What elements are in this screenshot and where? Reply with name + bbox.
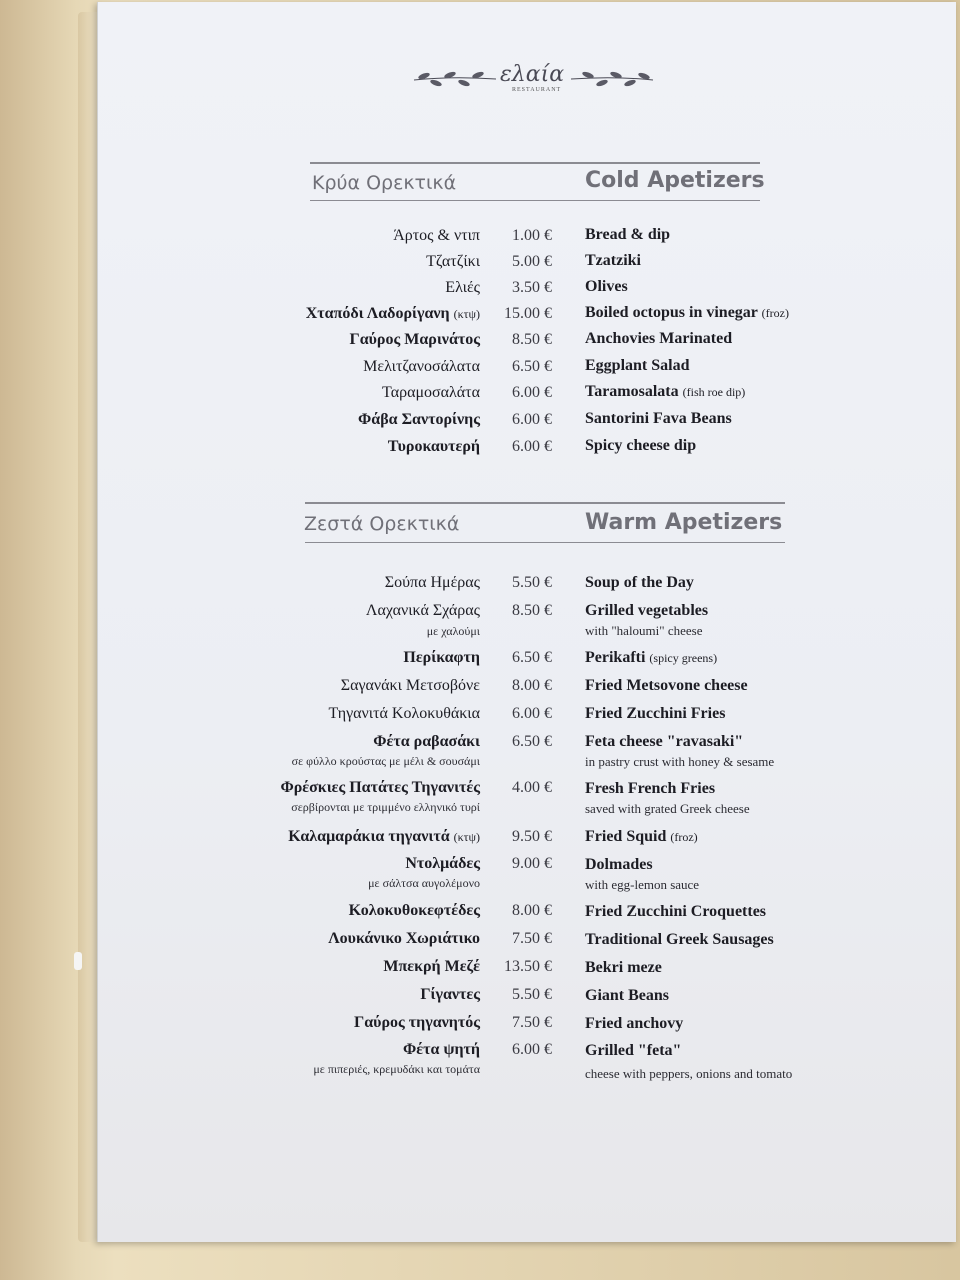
english-note: (froz) — [761, 306, 789, 320]
warm-item-price: 5.50 € — [512, 574, 552, 591]
olive-branch-right-icon — [570, 68, 655, 88]
warm-item-english-desc: cheese with peppers, onions and tomato — [585, 1066, 793, 1081]
warm-item-greek: Σούπα Ημέρας — [384, 574, 480, 591]
logo-wordmark: ελαία — [500, 62, 565, 87]
cold-header-top-rule — [310, 162, 760, 164]
warm-item-greek: Ντολμάδες — [405, 855, 480, 872]
cold-item-english: Boiled octopus in vinegar (froz) — [585, 304, 789, 321]
warm-item-greek: Φέτα ψητή — [403, 1041, 480, 1058]
warm-item-greek-desc: με χαλούμι — [426, 624, 480, 638]
cold-item-english: Eggplant Salad — [585, 357, 690, 374]
english-note: (froz) — [670, 830, 698, 844]
cold-item-english: Santorini Fava Beans — [585, 410, 732, 427]
warm-item-price: 6.00 € — [512, 705, 552, 722]
warm-item-greek: Καλαμαράκια τηγανιτά (κτψ) — [288, 828, 480, 845]
warm-item-price: 7.50 € — [512, 1014, 552, 1031]
cold-item-english: Bread & dip — [585, 226, 671, 243]
cold-item-price: 6.00 € — [512, 411, 552, 428]
warm-item-greek: Περίκαφτη — [403, 649, 480, 666]
cold-item-greek: Άρτος & ντιπ — [393, 227, 480, 244]
warm-item-price: 7.50 € — [512, 930, 552, 947]
cold-item-price: 1.00 € — [512, 227, 552, 244]
warm-item-price: 13.50 € — [504, 958, 552, 975]
warm-item-price: 6.50 € — [512, 733, 552, 750]
warm-item-english: Bekri meze — [585, 959, 662, 976]
warm-item-english-desc: with egg-lemon sauce — [585, 877, 700, 892]
cold-item-greek: Τυροκαυτερή — [387, 438, 480, 455]
warm-item-greek-desc: με σάλτσα αυγολέμονο — [368, 876, 480, 890]
warm-item-greek: Τηγανιτά Κολοκυθάκια — [328, 705, 480, 722]
warm-item-english: Fried Metsovone cheese — [585, 677, 748, 694]
warm-item-price: 8.00 € — [512, 677, 552, 694]
warm-item-greek: Μπεκρή Μεζέ — [383, 958, 480, 975]
warm-item-price: 6.00 € — [512, 1041, 552, 1058]
cold-item-price: 6.00 € — [512, 438, 552, 455]
warm-item-english: Fried anchovy — [585, 1015, 684, 1032]
cold-item-greek: Ταραμοσαλάτα — [382, 384, 480, 401]
greek-note: (κτψ) — [453, 830, 480, 844]
warm-item-english: Traditional Greek Sausages — [585, 931, 774, 948]
cold-item-price: 3.50 € — [512, 279, 552, 296]
warm-item-greek-desc: σερβίρονται με τριμμένο ελληνικό τυρί — [291, 800, 480, 814]
warm-title-greek: Ζεστά Ορεκτικά — [304, 513, 460, 535]
cold-item-greek: Γαύρος Μαρινάτος — [349, 331, 480, 348]
warm-item-english: Feta cheese "ravasaki" — [585, 733, 744, 750]
warm-item-greek-desc: με πιπεριές, κρεμυδάκι και τομάτα — [313, 1062, 480, 1076]
cold-item-price: 6.50 € — [512, 358, 552, 375]
warm-item-english-desc: in pastry crust with honey & sesame — [585, 754, 775, 769]
warm-item-greek-desc: σε φύλλο κρούστας με μέλι & σουσάμι — [291, 754, 480, 768]
warm-item-price: 8.50 € — [512, 602, 552, 619]
english-note: (fish roe dip) — [682, 385, 746, 399]
binder-tab — [74, 952, 82, 970]
warm-item-english: Perikafti (spicy greens) — [585, 649, 718, 666]
cold-title-english: Cold Apetizers — [585, 168, 765, 193]
cold-item-greek: Τζατζίκι — [426, 253, 480, 270]
warm-item-english: Grilled vegetables — [585, 602, 709, 619]
cold-item-greek: Μελιτζανοσάλατα — [363, 358, 480, 375]
warm-item-price: 6.50 € — [512, 649, 552, 666]
warm-item-english-desc: with "haloumi" cheese — [585, 623, 703, 638]
warm-item-english: Fresh French Fries — [585, 780, 716, 797]
cold-item-greek: Ελιές — [445, 279, 480, 296]
warm-item-english: Dolmades — [585, 856, 653, 873]
warm-item-price: 8.00 € — [512, 902, 552, 919]
english-note: (spicy greens) — [649, 651, 718, 665]
warm-header-top-rule — [305, 502, 785, 504]
warm-item-greek: Σαγανάκι Μετσοβόνε — [340, 677, 480, 694]
cold-item-greek: Χταπόδι Λαδορίγανη (κτψ) — [305, 305, 480, 322]
cold-item-price: 6.00 € — [512, 384, 552, 401]
cold-item-price: 8.50 € — [512, 331, 552, 348]
greek-note: (κτψ) — [453, 307, 480, 321]
warm-item-price: 4.00 € — [512, 779, 552, 796]
cold-item-price: 5.00 € — [512, 253, 552, 270]
restaurant-logo — [412, 60, 612, 100]
warm-item-english: Grilled "feta" — [585, 1042, 682, 1059]
warm-item-greek: Φέτα ραβασάκι — [373, 733, 480, 750]
warm-item-greek: Γίγαντες — [420, 986, 480, 1003]
cold-item-english: Anchovies Marinated — [585, 330, 733, 347]
warm-item-english: Fried Zucchini Fries — [585, 705, 726, 722]
warm-item-english: Giant Beans — [585, 987, 670, 1004]
cold-item-english: Olives — [585, 278, 628, 295]
olive-branch-left-icon — [412, 68, 497, 88]
cold-item-english: Spicy cheese dip — [585, 437, 697, 454]
warm-item-english: Fried Squid (froz) — [585, 828, 698, 845]
warm-item-english-desc: saved with grated Greek cheese — [585, 801, 750, 816]
warm-header-bottom-rule — [305, 542, 785, 543]
cold-item-price: 15.00 € — [504, 305, 552, 322]
warm-title-english: Warm Apetizers — [585, 510, 783, 535]
warm-item-greek: Λουκάνικο Χωριάτικο — [328, 930, 480, 947]
cold-item-english: Taramosalata (fish roe dip) — [585, 383, 746, 400]
warm-item-greek: Φρέσκιες Πατάτες Τηγανιτές — [280, 779, 480, 796]
warm-item-greek: Γαύρος τηγανητός — [354, 1014, 480, 1031]
cold-header-bottom-rule — [310, 200, 760, 201]
cold-item-english: Tzatziki — [585, 252, 641, 269]
warm-item-english: Fried Zucchini Croquettes — [585, 903, 767, 920]
cold-item-greek: Φάβα Σαντορίνης — [358, 411, 480, 428]
warm-item-english: Soup of the Day — [585, 574, 694, 591]
warm-item-price: 9.50 € — [512, 828, 552, 845]
cold-title-greek: Κρύα Ορεκτικά — [312, 172, 457, 194]
warm-item-greek: Λαχανικά Σχάρας — [365, 602, 480, 619]
warm-item-price: 5.50 € — [512, 986, 552, 1003]
warm-item-price: 9.00 € — [512, 855, 552, 872]
warm-item-greek: Κολοκυθοκεφτέδες — [348, 902, 480, 919]
logo-subtitle: RESTAURANT — [512, 87, 562, 93]
